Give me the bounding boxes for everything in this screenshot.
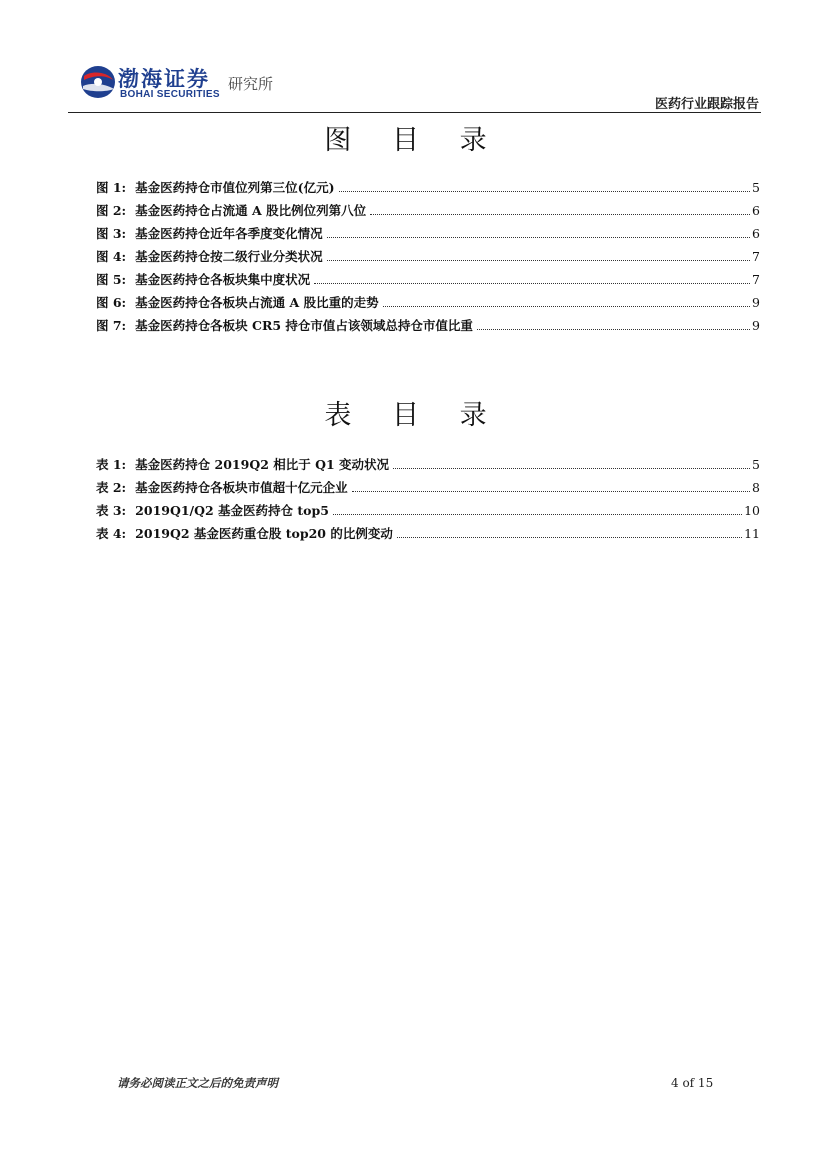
toc-entry-page: 10 xyxy=(744,503,760,518)
toc-dot-leader xyxy=(397,537,742,538)
toc-entry-page: 6 xyxy=(752,226,760,241)
toc-entry-figure-2[interactable] xyxy=(96,201,760,224)
toc-entry-page: 5 xyxy=(752,457,760,472)
toc-entry-figure-4[interactable] xyxy=(96,247,760,270)
toc-entry-title: 基金医药持仓市值位列第三位(亿元) xyxy=(135,180,335,195)
toc-dot-leader xyxy=(352,491,750,492)
toc-entry-title: 基金医药持仓各板块集中度状况 xyxy=(135,272,311,287)
toc-entry-table-1[interactable] xyxy=(96,455,760,478)
bohai-logo-icon xyxy=(78,62,118,102)
figures-toc-list xyxy=(96,178,760,339)
toc-entry-figure-3[interactable] xyxy=(96,224,760,247)
page-indicator: 4 of 15 xyxy=(671,1076,714,1090)
toc-entry-page: 7 xyxy=(752,249,760,264)
toc-dot-leader xyxy=(327,237,750,238)
company-name-en: BOHAI SECURITIES xyxy=(120,89,220,100)
toc-entry-label: 图 1: xyxy=(96,180,127,195)
toc-entry-label: 表 1: xyxy=(96,457,127,472)
toc-entry-title: 基金医药持仓各板块占流通 A 股比重的走势 xyxy=(135,295,379,310)
toc-entry-figure-7[interactable] xyxy=(96,316,760,339)
toc-entry-page: 7 xyxy=(752,272,760,287)
toc-entry-figure-1[interactable] xyxy=(96,178,760,201)
toc-entry-title: 2019Q2 基金医药重仓股 top20 的比例变动 xyxy=(135,526,393,541)
toc-entry-label: 表 2: xyxy=(96,480,127,495)
toc-entry-title: 基金医药持仓近年各季度变化情况 xyxy=(135,226,323,241)
institute-name: 研究所 xyxy=(228,75,274,93)
toc-entry-page: 11 xyxy=(744,526,760,541)
toc-entry-title: 基金医药持仓各板块 CR5 持仓市值占该领域总持仓市值比重 xyxy=(135,318,473,333)
header-divider xyxy=(68,112,761,113)
toc-entry-label: 表 3: xyxy=(96,503,127,518)
disclaimer-note: 请务必阅读正文之后的免责声明 xyxy=(117,1076,278,1090)
toc-entry-title: 基金医药持仓按二级行业分类状况 xyxy=(135,249,323,264)
toc-entry-page: 9 xyxy=(752,295,760,310)
tables-toc-title: 表 目 录 xyxy=(324,400,503,431)
company-logo xyxy=(78,62,308,106)
toc-entry-label: 图 6: xyxy=(96,295,127,310)
tables-toc-list xyxy=(96,455,760,547)
report-type: 医药行业跟踪报告 xyxy=(654,97,759,112)
toc-dot-leader xyxy=(339,191,751,192)
toc-entry-table-3[interactable] xyxy=(96,501,760,524)
toc-entry-table-2[interactable] xyxy=(96,478,760,501)
toc-dot-leader xyxy=(383,306,750,307)
toc-entry-label: 图 7: xyxy=(96,318,127,333)
toc-entry-page: 9 xyxy=(752,318,760,333)
toc-entry-label: 图 3: xyxy=(96,226,127,241)
toc-dot-leader xyxy=(314,283,750,284)
toc-entry-label: 表 4: xyxy=(96,526,127,541)
company-name-cn: 渤海证券 xyxy=(118,67,210,91)
toc-entry-table-4[interactable] xyxy=(96,524,760,547)
figures-toc-title: 图 目 录 xyxy=(324,125,503,156)
toc-dot-leader xyxy=(393,468,750,469)
toc-entry-figure-5[interactable] xyxy=(96,270,760,293)
toc-entry-label: 图 2: xyxy=(96,203,127,218)
toc-entry-page: 8 xyxy=(752,480,760,495)
toc-dot-leader xyxy=(477,329,750,330)
toc-entry-page: 5 xyxy=(752,180,760,195)
toc-entry-title: 2019Q1/Q2 基金医药持仓 top5 xyxy=(135,503,329,518)
toc-entry-label: 图 5: xyxy=(96,272,127,287)
toc-entry-page: 6 xyxy=(752,203,760,218)
toc-dot-leader xyxy=(327,260,750,261)
toc-entry-title: 基金医药持仓各板块市值超十亿元企业 xyxy=(135,480,348,495)
toc-entry-label: 图 4: xyxy=(96,249,127,264)
toc-entry-title: 基金医药持仓 2019Q2 相比于 Q1 变动状况 xyxy=(135,457,390,472)
toc-entry-title: 基金医药持仓占流通 A 股比例位列第八位 xyxy=(135,203,367,218)
toc-dot-leader xyxy=(333,514,742,515)
toc-entry-figure-6[interactable] xyxy=(96,293,760,316)
toc-dot-leader xyxy=(370,214,750,215)
